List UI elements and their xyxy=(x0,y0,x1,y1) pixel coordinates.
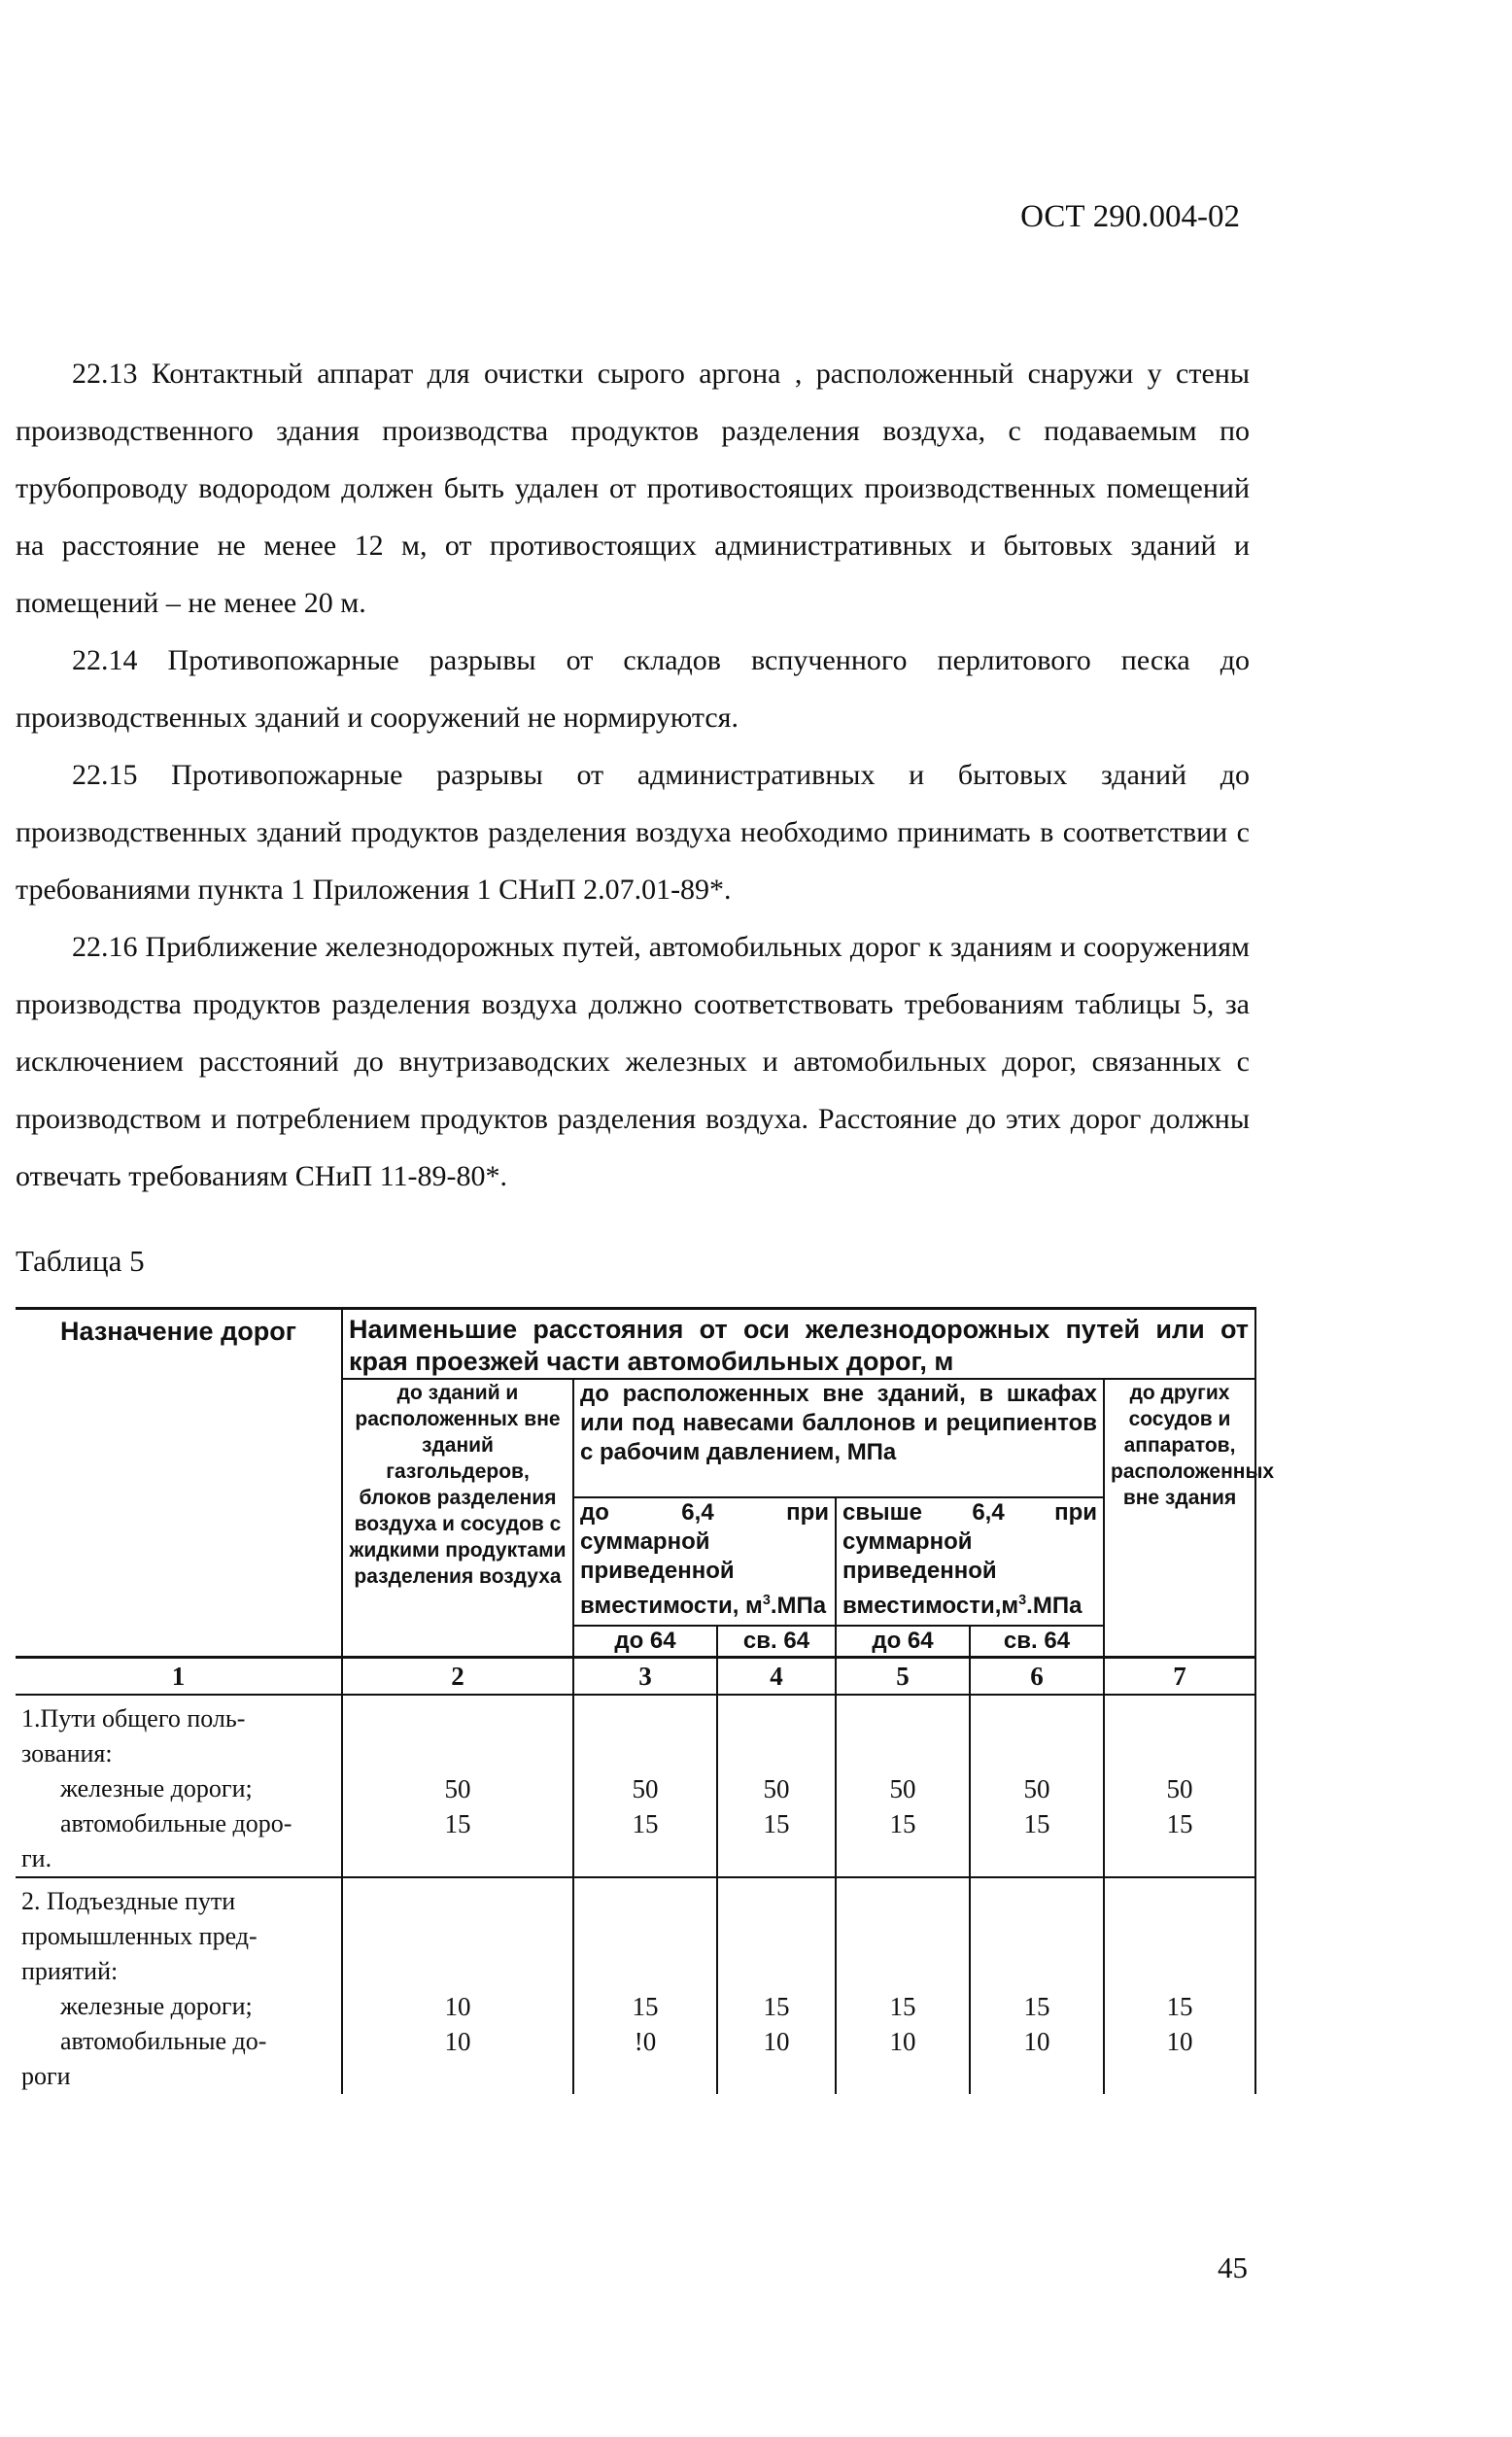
header-upto-unit: .МПа xyxy=(770,1593,827,1619)
header-over-text: свыше 6,4 при суммарной приведенной вместимости,м xyxy=(842,1499,1097,1619)
table-row xyxy=(16,1695,1255,1877)
header-to-cabinets: до расположенных вне зданий, в шкафах или под навесами баллонов и реципиентов с рабочим давлением, МПа xyxy=(573,1379,1104,1497)
col-number-7: 7 xyxy=(1104,1658,1255,1696)
paragraph-22-15: 22.15 Противопожарные разрывы от административных и бытовых зданий до производственных зданий продуктов разделения воздуха необходимо принимать в соответствии с требованиями пункта 1 Приложения 1 СНиП 2.07.01-89*. xyxy=(16,759,1250,906)
group1-col7: 50 15 xyxy=(1104,1695,1255,1877)
header-min-distances: Наименьшие расстояния от оси железнодорожных путей или от края проезжей части автомобильных дорог, м xyxy=(342,1309,1255,1380)
col-number-1: 1 xyxy=(16,1658,342,1696)
header-over-sup: 3 xyxy=(1018,1593,1027,1608)
header-upto-sup: 3 xyxy=(762,1593,771,1608)
body-text xyxy=(16,345,1250,1205)
group1-col5: 50 15 xyxy=(836,1695,970,1877)
group2-col2: 10 10 xyxy=(342,1877,573,2094)
group2-title: 2. Подъездные пути промышленных пред- приятий: железные дороги; автомобильные до- роги xyxy=(16,1877,342,2094)
col-number-4: 4 xyxy=(717,1658,836,1696)
group2-col5: 15 10 xyxy=(836,1877,970,2094)
group2-col3: 15 !0 xyxy=(573,1877,717,2094)
group1-col6: 50 15 xyxy=(970,1695,1104,1877)
paragraph-22-13: 22.13 Контактный аппарат для очистки сырого аргона , расположенный снаружи у стены производственного здания производства продуктов разделения воздуха, с подаваемым по трубопроводу водородом должен быть удален от противостоящих производственных помещений на расстояние не менее 12 м, от противостоящих административных и бытовых зданий и помещений – не менее 20 м. xyxy=(16,358,1250,619)
group1-col4: 50 15 xyxy=(717,1695,836,1877)
col-number-5: 5 xyxy=(836,1658,970,1696)
col-number-6: 6 xyxy=(970,1658,1104,1696)
table-caption: Таблица 5 xyxy=(16,1244,145,1278)
table-row xyxy=(16,1877,1255,2094)
group1-col2: 50 15 xyxy=(342,1695,573,1877)
group1-title: 1.Пути общего поль- зования: железные дороги; автомобильные доро- ги. xyxy=(16,1695,342,1877)
col-number-2: 2 xyxy=(342,1658,573,1696)
sub-over-64-b: св. 64 xyxy=(970,1626,1104,1658)
header-over-6-4 xyxy=(836,1497,1104,1626)
group2-col6: 15 10 xyxy=(970,1877,1104,2094)
sub-upto-64-b: до 64 xyxy=(836,1626,970,1658)
header-to-buildings: до зданий и расположенных вне зданий газгольдеров, блоков разделения воздуха и сосудов с жидкими продуктами разделения воздуха xyxy=(342,1379,573,1658)
group2-col7: 15 10 xyxy=(1104,1877,1255,2094)
header-to-other-vessels: до других сосудов и аппаратов, расположенных вне здания xyxy=(1104,1379,1255,1658)
paragraph-22-14: 22.14 Противопожарные разрывы от складов вспученного перлитового песка до производственных зданий и сооружений не нормируются. xyxy=(16,644,1250,734)
document-code: ОСТ 290.004-02 xyxy=(1020,199,1240,234)
group1-col3: 50 15 xyxy=(573,1695,717,1877)
group2-col4: 15 10 xyxy=(717,1877,836,2094)
header-upto-6-4 xyxy=(573,1497,836,1626)
paragraph-22-16: 22.16 Приближение железнодорожных путей, автомобильных дорог к зданиям и сооружениям производства продуктов разделения воздуха должно соответствовать требованиям таблицы 5, за исключением расстояний до внутризаводских железных и автомобильных дорог, связанных с производством и потреблением продуктов разделения воздуха. Расстояние до этих дорог должны отвечать требованиям СНиП 11-89-80*. xyxy=(16,931,1250,1192)
page-number: 45 xyxy=(1218,2250,1248,2284)
sub-upto-64-a: до 64 xyxy=(573,1626,717,1658)
header-purpose: Назначение дорог xyxy=(16,1309,342,1658)
col-number-3: 3 xyxy=(573,1658,717,1696)
header-over-unit: .МПа xyxy=(1026,1593,1082,1619)
table-5 xyxy=(16,1307,1275,2094)
sub-over-64-a: св. 64 xyxy=(717,1626,836,1658)
header-upto-text: до 6,4 при суммарной приведенной вместимости, м xyxy=(580,1499,829,1619)
